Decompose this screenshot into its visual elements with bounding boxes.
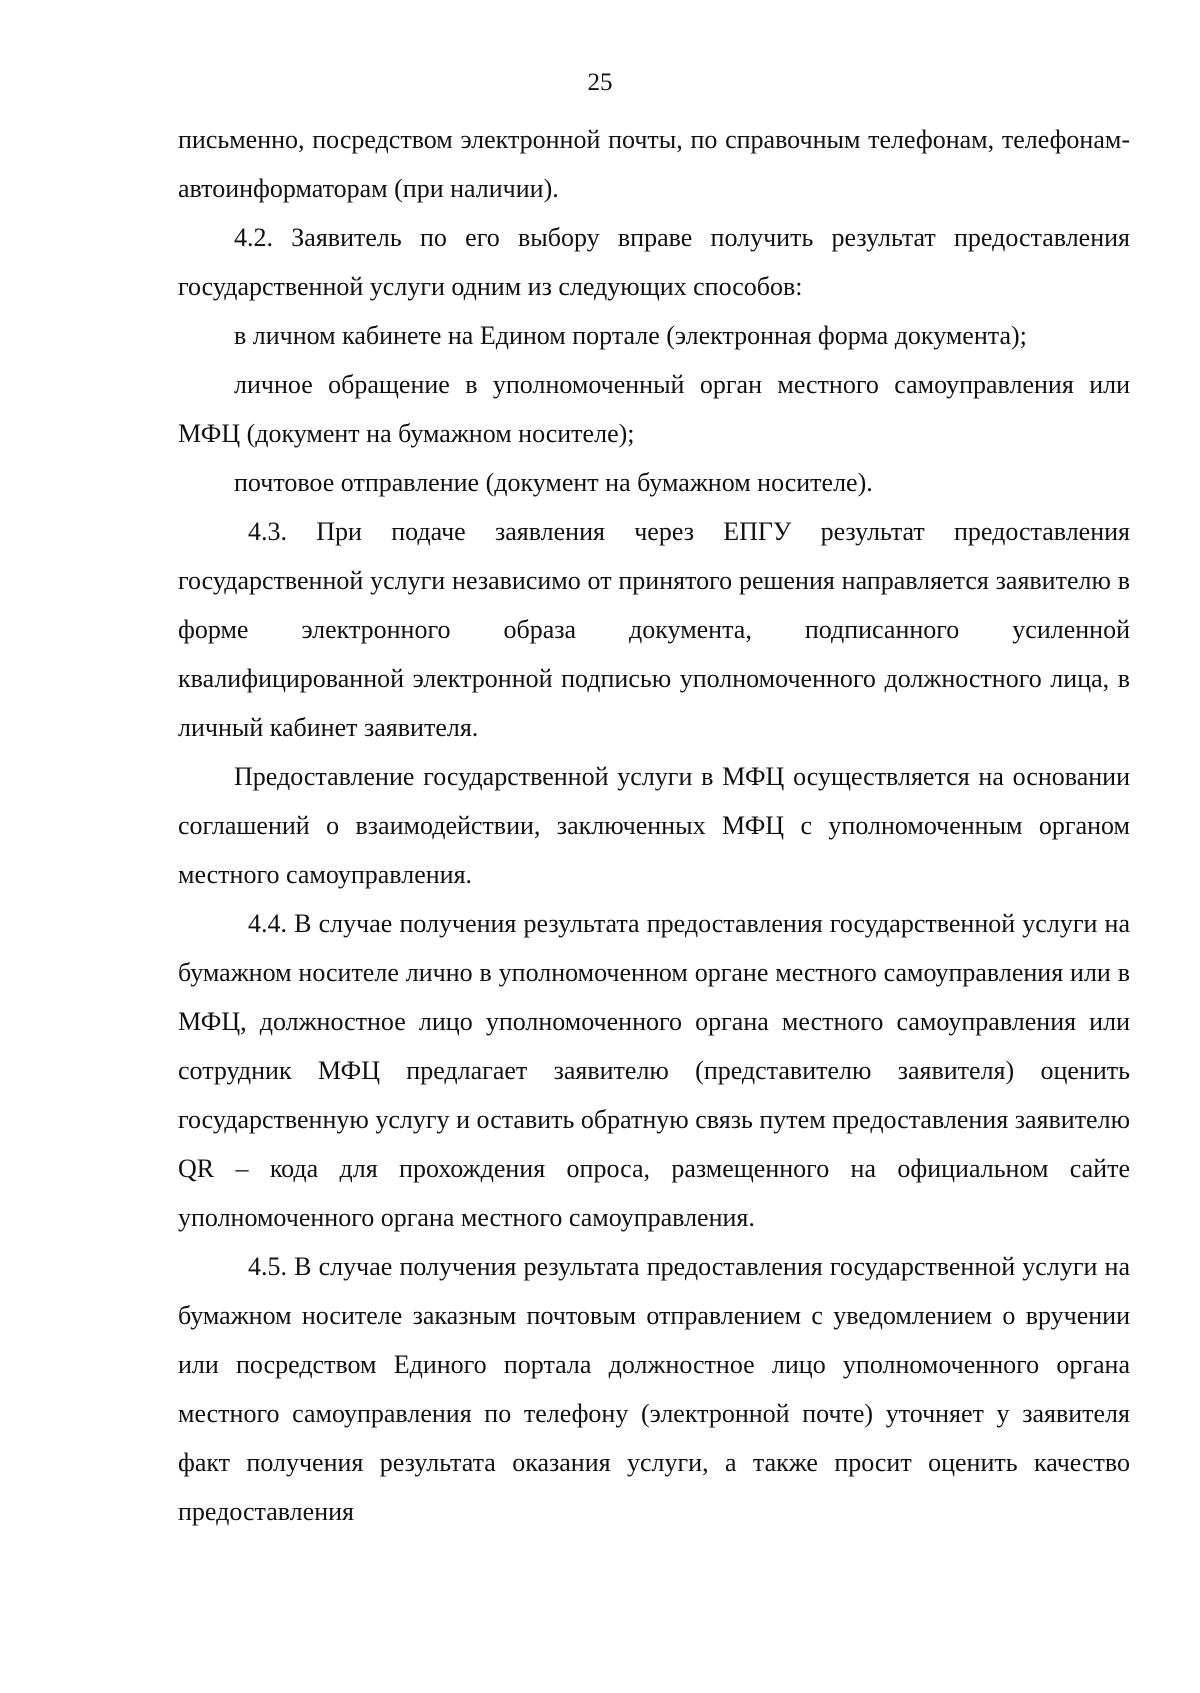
- paragraph-4-3: 4.3. При подаче заявления через ЕПГУ результат предоставления государственной услуги независимо от принятого решения направляется заявителю в форме электронного образа документа, подписанного усиленной квалифицированной электронной подписью уполномоченного должностного лица, в личный кабинет заявителя.: [178, 517, 1130, 742]
- paragraph-4-4: 4.4. В случае получения результата предоставления государственной услуги на бумажном носителе лично в уполномоченном органе местного самоуправления или в МФЦ, должностное лицо уполномоченного органа местного самоуправления или сотрудник МФЦ предлагает заявителю (представителю заявителя) оценить государственную услугу и оставить обратную связь путем предоставления заявителю QR – кода для прохождения опроса, размещенного на официальном сайте уполномоченного органа местного самоуправления.: [178, 909, 1130, 1232]
- paragraph-4-5: 4.5. В случае получения результата предоставления государственной услуги на бумажном носителе заказным почтовым отправлением с уведомлением о вручении или посредством Единого портала должностное лицо уполномоченного органа местного самоуправления по телефону (электронной почте) уточняет у заявителя факт получения результата оказания услуги, а также просит оценить качество предоставления: [178, 1252, 1130, 1526]
- page-number: 25: [587, 69, 613, 96]
- document-body: [178, 115, 1130, 1536]
- list-item-personal-visit: личное обращение в уполномоченный орган местного самоуправления или МФЦ (документ на бумажном носителе);: [178, 370, 1130, 448]
- paragraph-continuation: письменно, посредством электронной почты, по справочным телефонам, телефонам-автоинформаторам (при наличии).: [178, 125, 1130, 203]
- list-item-postal-delivery: почтовое отправление (документ на бумажном носителе).: [234, 468, 873, 497]
- paragraph-mfc-agreements: Предоставление государственной услуги в МФЦ осуществляется на основании соглашений о взаимодействии, заключенных МФЦ с уполномоченным органом местного самоуправления.: [178, 762, 1130, 889]
- list-item-personal-cabinet: в личном кабинете на Едином портале (электронная форма документа);: [234, 321, 1027, 350]
- paragraph-4-2: 4.2. Заявитель по его выбору вправе получить результат предоставления государственной услуги одним из следующих способов:: [178, 223, 1130, 301]
